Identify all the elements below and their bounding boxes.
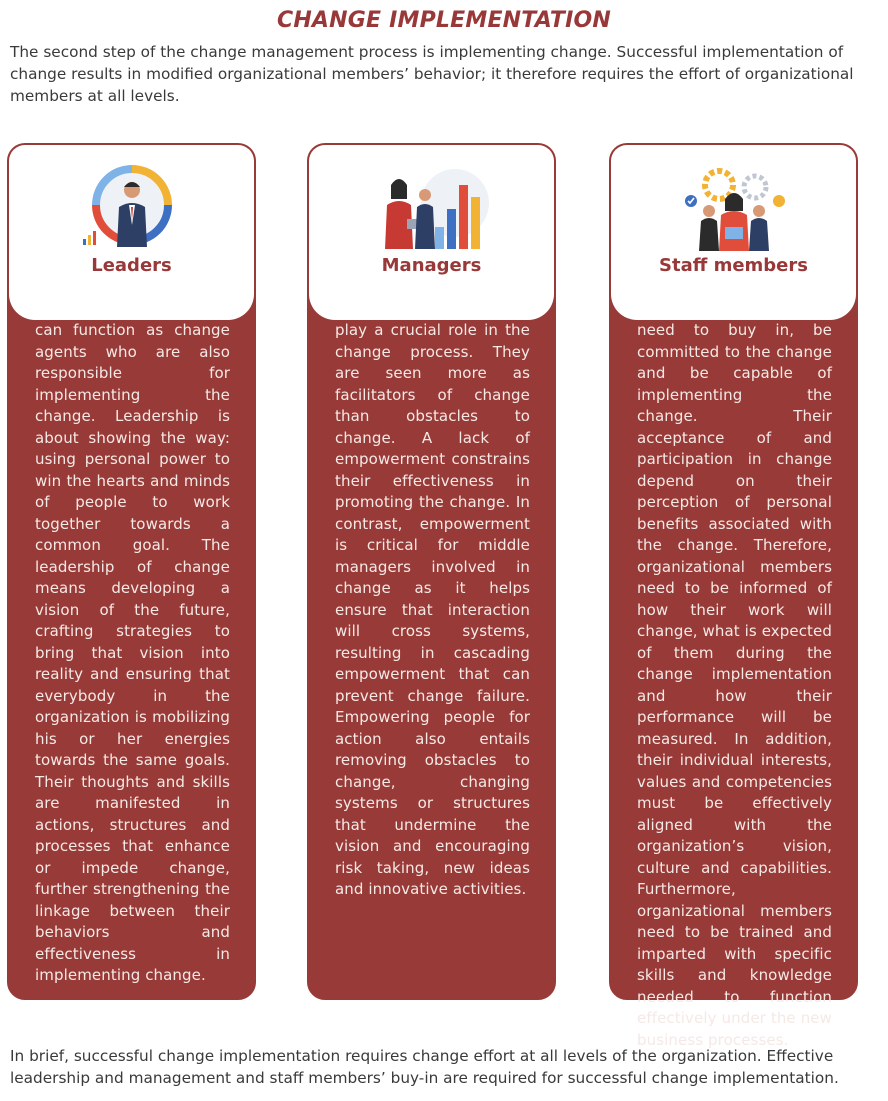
card-text: need to buy in, be committed to the change and be capable of implementing the change. Their acceptance of and participation in change depend on their perception of personal benefits associated with the change. Therefore, organizational members need to be informed of how their work will change, what is expected of them during the change implementation and how their performance will be measured. In addition, their individual interests, values and competencies must be effectively aligned with the organization’s vision, culture and capabilities. Furthermore, organizational members need to be trained and imparted with specific skills and knowledge needed to function effectively under the new business processes. [637,321,832,1049]
card-title: Leaders [91,255,172,276]
managers-card [307,143,556,1000]
managers-illustration-icon [372,165,492,255]
leaders-card [7,143,256,1000]
intro-paragraph: The second step of the change management process is implementing change. Successful implementation of change results in modified organizational members’ behavior; it therefore requires the effort of organizational members at all levels. [10,43,854,105]
staff-illustration-icon [677,165,791,255]
card-text: play a crucial role in the change process. They are seen more as facilitators of change than obstacles to change. A lack of empowerment constrains their effectiveness in promoting the change. In contrast, empowerment is critical for middle managers involved in change as it helps ensure that interaction will cross systems, resulting in cascading empowerment that can prevent change failure. Empowering people for action also entails removing obstacles to change, changing systems or structures that undermine the vision and encouraging risk taking, new ideas and innovative activities. [335,321,530,898]
card-title: Managers [381,255,482,276]
summary-paragraph: In brief, successful change implementation requires change effort at all levels of the organization. Effective leadership and management and staff members’ buy-in are required for successful change implementation. [10,1047,839,1087]
card-title: Staff members [659,255,808,276]
card-header [9,145,254,320]
leader-illustration-icon [77,165,187,255]
page-title: CHANGE IMPLEMENTATION [276,8,612,33]
card-text: can function as change agents who are also responsible for implementing the change. Leadership is about showing the way: using personal power to win the hearts and minds of people to work together towards a common goal. The leadership of change means developing a vision of the future, crafting strategies to bring that vision into reality and ensuring that everybody in the organization is mobilizing his or her energies towards the same goals. Their thoughts and skills are manifested in actions, structures and processes that enhance or impede change, further strengthening the linkage between their behaviors and effectiveness in implementing change. [35,321,230,984]
card-header [611,145,856,320]
card-header [309,145,554,320]
staff-members-card [609,143,858,1049]
